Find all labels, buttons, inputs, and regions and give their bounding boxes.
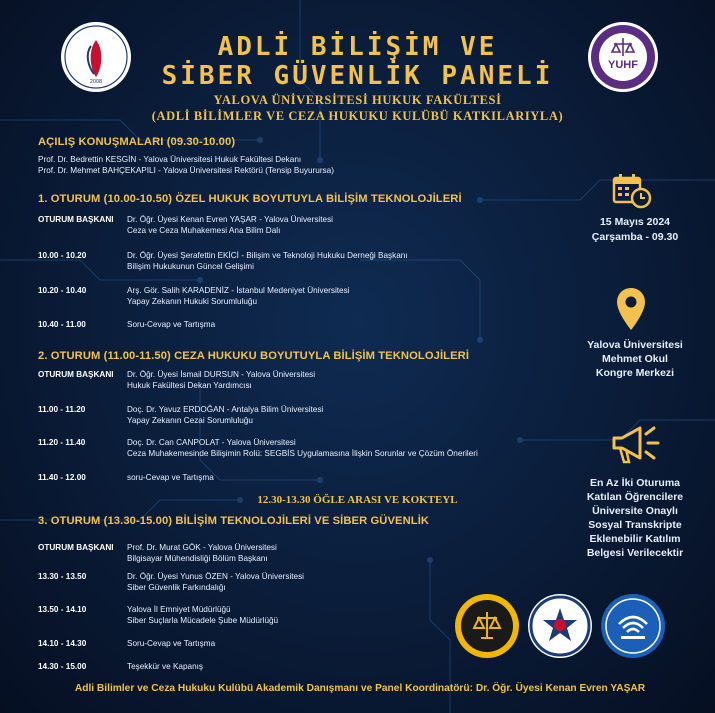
subtitle-line2: (ADLİ BİLİMLER VE CEZA HUKUKU KULÜBÜ KATKILARIYLA) bbox=[151, 109, 564, 123]
session2-item2-l2: Ceza Muhakemesinde Bilişimin Rolü: SEGBİS Uygulamasına İlişkin Sorunlar ve Çözüm Önerileri bbox=[127, 449, 478, 458]
session1-time-3: 10.40 - 11.00 bbox=[38, 320, 86, 329]
police-logo bbox=[528, 594, 592, 658]
session1-item1-l1: Dr. Öğr. Üyesi Şerafettin EKİCİ - Bilişim ve Teknoloji Hukuku Derneği Başkanı bbox=[127, 251, 408, 260]
session2-item3-l1: soru-Cevap ve Tartışma bbox=[127, 473, 214, 482]
event-date: 15 Mayıs 2024 bbox=[599, 216, 671, 228]
it-club-logo bbox=[601, 594, 665, 658]
session3-time-3: 14.10 - 14.30 bbox=[38, 639, 87, 648]
session1-chair-label: OTURUM BAŞKANI bbox=[38, 215, 114, 224]
session1-chair-l2: Ceza ve Ceza Muhakemesi Ana Bilim Dalı bbox=[127, 226, 281, 235]
session1-heading: 1. OTURUM (10.00-10.50) ÖZEL HUKUK BOYUTUYLA BİLİŞİM TEKNOLOJİLERİ bbox=[38, 193, 462, 205]
subtitle-line1: YALOVA ÜNİVERSİTESİ HUKUK FAKÜLTESİ bbox=[213, 93, 502, 107]
note-line5: Eklenebilir Katılım bbox=[589, 533, 681, 545]
session3-item2-l1: Yalova İl Emniyet Müdürlüğü bbox=[127, 605, 231, 614]
session3-item1-l2: Siber Güvenlik Farkındalığı bbox=[127, 583, 226, 592]
note-line1: En Az İki Oturuma bbox=[589, 477, 681, 489]
session1-item2-l2: Yapay Zekanın Hukuki Sorumluluğu bbox=[127, 297, 258, 306]
session3-chair-l2: Bilgisayar Mühendisliği Bölüm Başkanı bbox=[127, 554, 268, 563]
venue-line2: Mehmet Okul bbox=[602, 353, 668, 365]
session3-item1-l1: Dr. Öğr. Üyesi Yunus ÖZEN - Yalova Üniversitesi bbox=[127, 572, 305, 581]
calendar-clock-icon bbox=[612, 173, 652, 214]
session1-item3-l1: Soru-Cevap ve Tartışma bbox=[127, 320, 216, 329]
session3-time-4: 14.30 - 15.00 bbox=[38, 662, 87, 671]
session2-item1-l1: Doç. Dr. Yavuz ERDOĞAN - Antalya Bilim Üniversitesi bbox=[127, 405, 324, 414]
session3-item2-l2: Siber Suçlarla Mücadele Şube Müdürlüğü bbox=[127, 616, 279, 625]
session2-time-3: 11.40 - 12.00 bbox=[38, 473, 86, 482]
footer-coordinator: Adli Bilimler ve Ceza Hukuku Kulübü Akademik Danışmanı ve Panel Koordinatörü: Dr. Öğr. Üyesi Kenan Evren YAŞAR bbox=[74, 683, 646, 694]
session2-item1-l2: Yapay Zekanın Cezai Sorumluluğu bbox=[127, 416, 253, 425]
opening-speaker-2: Prof. Dr. Mehmet BAHÇEKAPILI - Yalova Üniversitesi Rektörü (Tensip Buyurursa) bbox=[38, 166, 334, 175]
session1-time-1: 10.00 - 10.20 bbox=[38, 251, 87, 260]
club-logo bbox=[455, 594, 519, 658]
opening-speaker-1: Prof. Dr. Bedrettin KESGİN - Yalova Üniversitesi Hukuk Fakültesi Dekanı bbox=[38, 155, 302, 164]
venue-line3: Kongre Merkezi bbox=[595, 367, 675, 379]
law-faculty-logo bbox=[588, 22, 658, 92]
page-title-line1: ADLİ BİLİŞİM VE bbox=[217, 32, 498, 62]
note-line4: Sosyal Transkripte bbox=[588, 519, 682, 531]
session2-time-2: 11.20 - 11.40 bbox=[38, 438, 86, 447]
session2-item2-l1: Doç. Dr. Can CANPOLAT - Yalova Üniversitesi bbox=[127, 438, 296, 447]
location-pin-icon bbox=[615, 286, 647, 337]
session2-chair-l1: Dr. Öğr. Üyesi İsmail DURSUN - Yalova Üniversitesi bbox=[127, 370, 316, 379]
session1-item1-l2: Bilişim Hukukunun Güncel Gelişimi bbox=[127, 262, 254, 271]
session3-time-2: 13.50 - 14.10 bbox=[38, 605, 87, 614]
session1-time-2: 10.20 - 10.40 bbox=[38, 286, 87, 295]
opening-heading: AÇILIŞ KONUŞMALARI (09.30-10.00) bbox=[38, 136, 236, 148]
page-title-line2: SİBER GÜVENLİK PANELİ bbox=[161, 61, 554, 91]
venue-line1: Yalova Üniversitesi bbox=[587, 339, 683, 351]
note-line6: Belgesi Verilecektir bbox=[586, 547, 684, 559]
session1-chair-l1: Dr. Öğr. Üyesi Kenan Evren YAŞAR - Yalova Üniversitesi bbox=[127, 215, 333, 224]
session1-item2-l1: Arş. Gör. Salih KARADENİZ - İstanbul Medeniyet Üniversitesi bbox=[127, 286, 350, 295]
session3-item4-l1: Teşekkür ve Kapanış bbox=[127, 662, 204, 671]
session2-heading: 2. OTURUM (11.00-11.50) CEZA HUKUKU BOYUTUYLA BİLİŞİM TEKNOLOJİLERİ bbox=[38, 350, 470, 362]
session3-time-1: 13.30 - 13.50 bbox=[38, 572, 87, 581]
session2-chair-label: OTURUM BAŞKANI bbox=[38, 370, 114, 379]
session2-chair-l2: Hukuk Fakültesi Dekan Yardımcısı bbox=[127, 381, 252, 390]
right-logo-abbr: YUHF bbox=[608, 59, 638, 71]
note-line3: Üniversite Onaylı bbox=[592, 505, 678, 517]
left-logo-year: 2008 bbox=[89, 79, 103, 85]
megaphone-icon bbox=[608, 420, 662, 473]
session2-time-1: 11.00 - 11.20 bbox=[38, 405, 86, 414]
session3-heading: 3. OTURUM (13.30-15.00) BİLİŞİM TEKNOLOJİLERİ VE SİBER GÜVENLİK bbox=[38, 515, 430, 527]
event-day-time: Çarşamba - 09.30 bbox=[591, 231, 679, 243]
note-line2: Katılan Öğrencilere bbox=[586, 491, 684, 503]
session3-chair-label: OTURUM BAŞKANI bbox=[38, 543, 114, 552]
lunch-break-label: 12.30-13.30 ÖĞLE ARASI VE KOKTEYL bbox=[257, 494, 458, 506]
session3-chair-l1: Prof. Dr. Murat GÖK - Yalova Üniversitesi bbox=[127, 543, 277, 552]
session3-item3-l1: Soru-Cevap ve Tartışma bbox=[127, 639, 216, 648]
